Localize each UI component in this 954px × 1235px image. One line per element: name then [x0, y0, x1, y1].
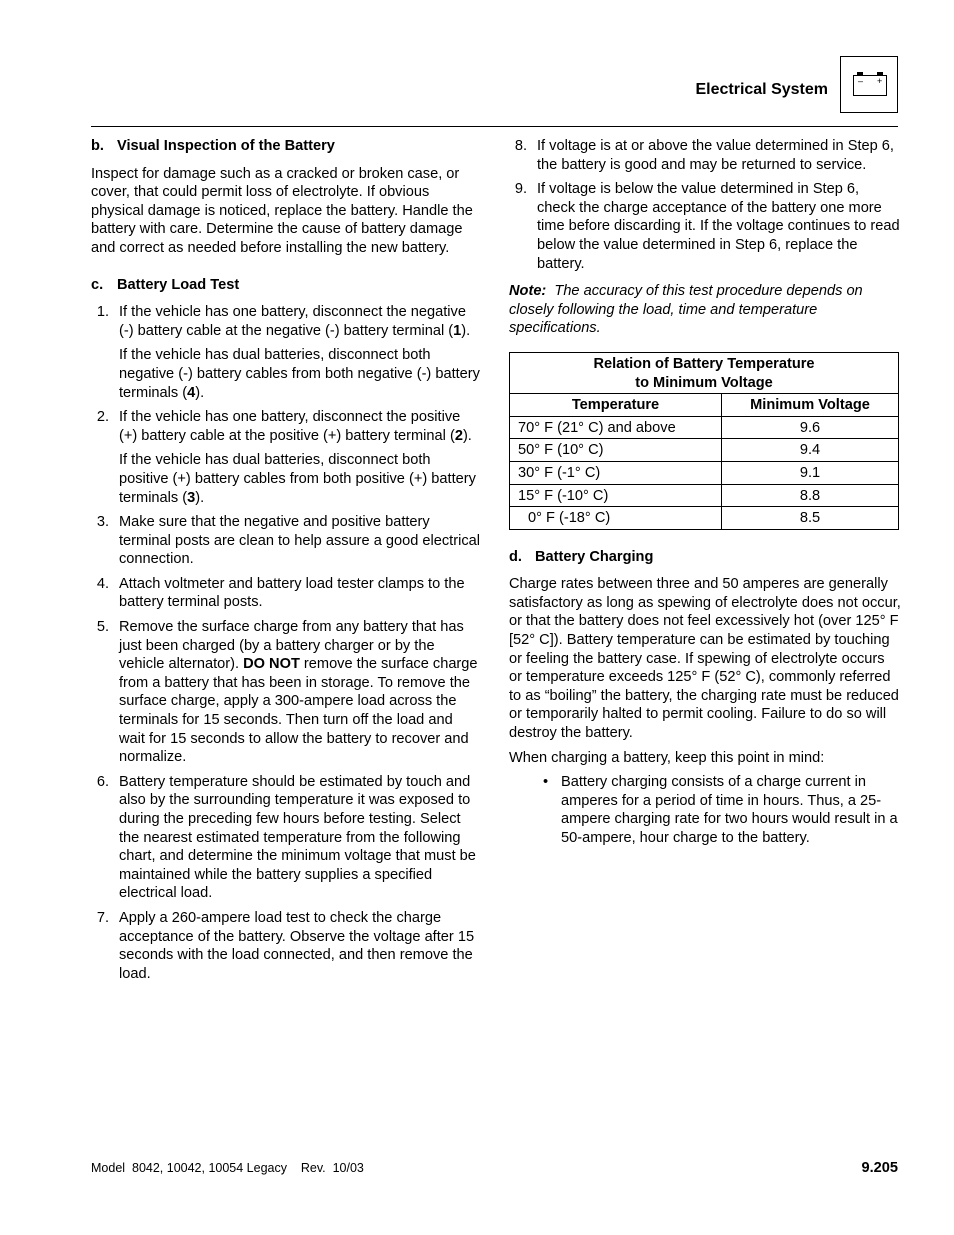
table-row: 15° F (-10° C) 8.8	[510, 484, 899, 507]
section-d-intro: When charging a battery, keep this point in mind:	[509, 749, 825, 766]
list-item: 3. Make sure that the negative and positive battery terminal posts are clean to help assure a good electrical connection.	[96, 514, 480, 568]
section-c-heading: c. Battery Load Test	[91, 276, 240, 293]
footer-model: Model 8042, 10042, 10054 Legacy Rev. 10/03	[91, 1161, 364, 1175]
table-row: 30° F (-1° C) 9.1	[510, 461, 899, 484]
table-row: 70° F (21° C) and above 9.6	[510, 416, 899, 439]
section-b-body: Inspect for damage such as a cracked or broken case, or cover, that could permit loss of electrolyte. If obvious physical damage is noticed, replace the battery. Handle the battery with care. Determine the cause of battery damage and correct as needed before installing the new battery.	[91, 165, 473, 256]
column-header-minimum-voltage: Minimum Voltage	[722, 394, 899, 417]
battery-temperature-table	[509, 352, 899, 530]
list-item: 2. If the vehicle has one battery, disconnect the positive (+) battery cable at the positive (+) battery terminal (2). If the vehicle has dual batteries, disconnect both positive (+) battery cables from both positive (+) battery terminals (3).	[96, 409, 476, 506]
list-item: 9. If voltage is below the value determined in Step 6, check the charge acceptance of the battery one more time before discarding it. If the voltage continues to read below the value determined in Step 6, replace the battery.	[514, 181, 900, 272]
table-row: 0° F (-18° C) 8.5	[510, 507, 899, 530]
section-b-heading: b. Visual Inspection of the Battery	[91, 138, 335, 154]
left-column	[91, 137, 481, 983]
header-rule	[91, 126, 898, 127]
list-item: 6. Battery temperature should be estimated by touch and also by the surrounding temperature it was exposed to during the preceding few hours before testing. Select the nearest estimated temperature from the following chart, and determine the minimum voltage that must be maintained while the battery supplies a specified electrical load.	[96, 773, 476, 902]
column-header-temperature: Temperature	[510, 394, 722, 417]
list-item: 1. If the vehicle has one battery, disconnect the negative (-) battery cable at the negative (-) battery terminal (1). If the vehicle has dual batteries, disconnect both negative (-) battery cables from both negative (-) battery terminals (4).	[96, 304, 480, 401]
battery-plus-glyph: +	[877, 76, 883, 86]
bullet-item: • Battery charging consists of a charge current in amperes for a period of time in hours. Thus, a 25-ampere charging rate for two hours would result in a 50-ampere, hour charge to the battery.	[543, 774, 898, 846]
battery-minus-glyph: –	[858, 76, 864, 86]
list-item: 8. If voltage is at or above the value determined in Step 6, the battery is good and may be returned to service.	[514, 138, 894, 173]
bullet-icon: •	[543, 774, 549, 791]
battery-icon	[853, 72, 887, 96]
right-column	[509, 137, 901, 848]
section-d-body: Charge rates between three and 50 amperes are generally satisfactory as long as spewing of electrolyte does not occur, or that the battery does not feel excessively hot (over 125° F [52° C]). Battery temperature can be estimated by touching or feeling the battery case. If spewing of electrolyte occurs or temperature exceeds 125° F (52° C), commonly referred to as “boiling” the battery, the charging rate must be reduced or temporarily halted to permit cooling. Failure to do so will destroy the battery.	[509, 576, 901, 742]
page-number: 9.205	[861, 1160, 898, 1176]
table-row: 50° F (10° C) 9.4	[510, 439, 899, 462]
list-item: 4. Attach voltmeter and battery load tester clamps to the battery terminal posts.	[96, 575, 465, 611]
section-icon-box	[840, 56, 898, 113]
note: Note: The accuracy of this test procedure depends on closely following the load, time and temperature specifications.	[509, 283, 863, 337]
list-item: 7. Apply a 260-ampere load test to check the charge acceptance of the battery. Observe the voltage after 15 seconds with the load connected, and then remove the load.	[96, 909, 475, 982]
section-d-heading: d. Battery Charging	[509, 548, 654, 565]
page-section-title: Electrical System	[695, 81, 828, 98]
table-caption: Relation of Battery Temperature to Minimum Voltage	[510, 352, 899, 393]
list-item: 5. Remove the surface charge from any battery that has just been charged (by a battery charger or by the vehicle alternator). DO NOT remove the surface charge from a battery that has been in storage. To remove the surface charge, apply a 300-ampere load across the terminals for 15 seconds. Then turn off the load and wait for 15 seconds to allow the battery to recover and normalize.	[96, 619, 478, 766]
